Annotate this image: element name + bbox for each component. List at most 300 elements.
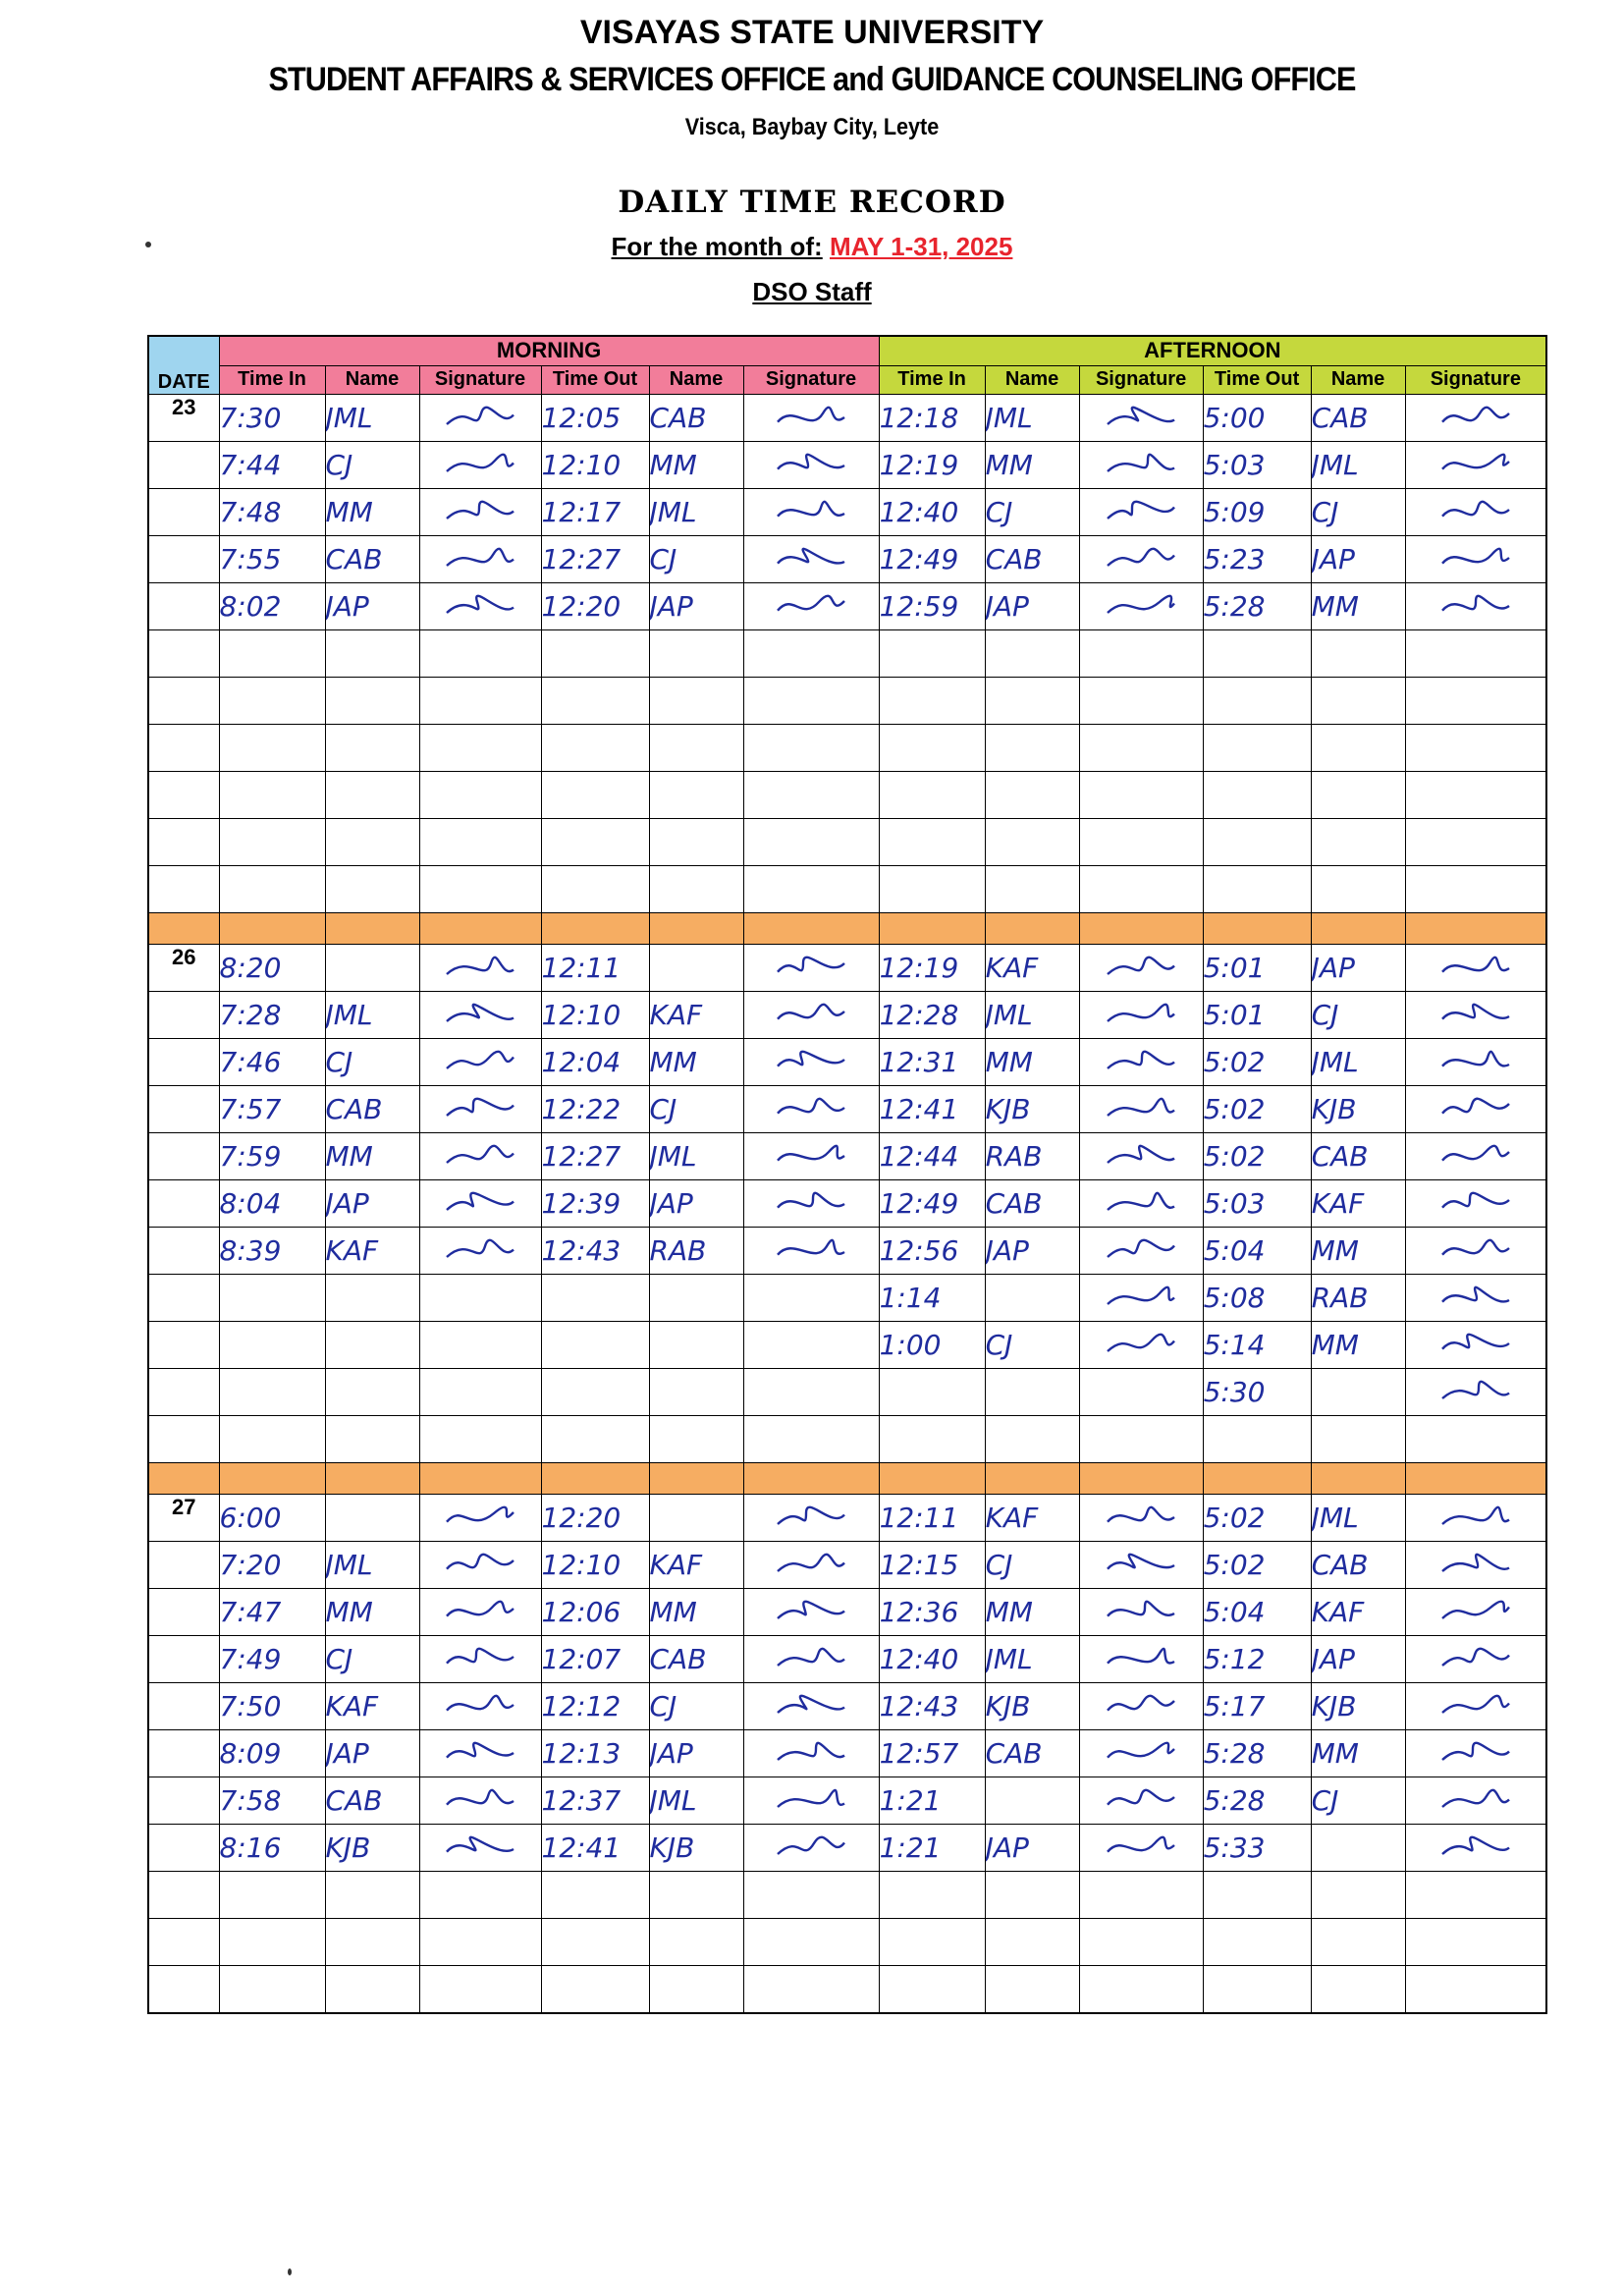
time-cell: 7:47 [219,1589,325,1636]
divider-cell [985,1463,1079,1495]
time-cell: 12:40 [879,1636,985,1683]
table-row [148,1730,1546,1777]
name-cell: JML [1311,442,1405,489]
signature-scribble [441,1782,519,1820]
col-header: Name [1311,365,1405,395]
name-cell [985,630,1079,678]
signature-cell [1405,1542,1546,1589]
name-cell [985,1777,1079,1825]
signature-scribble [441,447,519,484]
signature-cell [1079,678,1203,725]
signature-cell [743,1180,879,1228]
date-cell [148,1180,219,1228]
signature-scribble [772,1138,850,1175]
signature-scribble [441,1547,519,1584]
signature-cell [1405,1039,1546,1086]
signature-cell [419,1777,541,1825]
time-cell: 7:30 [219,395,325,442]
time-cell: 1:21 [879,1777,985,1825]
time-cell: 5:02 [1203,1039,1311,1086]
name-cell: JAP [1311,945,1405,992]
signature-cell [743,1872,879,1919]
divider-cell [985,913,1079,945]
signature-scribble [1436,1327,1515,1364]
signature-cell [419,1039,541,1086]
signature-cell [743,1777,879,1825]
time-cell: 12:41 [879,1086,985,1133]
name-cell [649,772,743,819]
name-cell: CJ [985,1322,1079,1369]
time-cell: 12:13 [541,1730,649,1777]
signature-cell [419,945,541,992]
name-cell: JML [1311,1495,1405,1542]
name-cell [1311,866,1405,913]
time-cell: 12:44 [879,1133,985,1180]
time-cell [541,725,649,772]
signature-cell [1405,1872,1546,1919]
signature-cell [1405,819,1546,866]
name-cell: JML [1311,1039,1405,1086]
signature-scribble [1102,541,1180,578]
name-cell: RAB [1311,1275,1405,1322]
signature-cell [743,725,879,772]
signature-cell [1405,678,1546,725]
name-cell [649,725,743,772]
signature-cell [1079,1542,1203,1589]
signature-scribble [1436,494,1515,531]
time-cell [879,1872,985,1919]
table-row [148,630,1546,678]
signature-scribble [1436,1830,1515,1867]
time-cell: 12:15 [879,1542,985,1589]
signature-cell [1079,819,1203,866]
time-cell [879,866,985,913]
date-cell [148,1228,219,1275]
signature-cell [419,992,541,1039]
signature-scribble [1102,1185,1180,1223]
name-cell: JAP [985,1228,1079,1275]
time-cell: 12:43 [541,1228,649,1275]
date-cell [148,1730,219,1777]
divider-cell [219,1463,325,1495]
name-cell [985,866,1079,913]
name-cell: RAB [649,1228,743,1275]
time-cell: 12:49 [879,1180,985,1228]
signature-cell [1405,630,1546,678]
signature-cell [1405,536,1546,583]
name-cell: JML [985,395,1079,442]
time-cell: 12:28 [879,992,985,1039]
signature-cell [1079,1228,1203,1275]
signature-cell [743,395,879,442]
divider-cell [743,913,879,945]
signature-cell [1079,1589,1203,1636]
signature-cell [419,630,541,678]
name-cell [325,630,419,678]
time-cell: 12:06 [541,1589,649,1636]
signature-scribble [772,1688,850,1725]
divider-cell [1405,913,1546,945]
signature-scribble [772,1044,850,1081]
time-cell [1203,725,1311,772]
divider-cell [1311,913,1405,945]
name-cell: JAP [325,1180,419,1228]
divider-cell [1079,913,1203,945]
table-row [148,1872,1546,1919]
col-header: Name [649,365,743,395]
signature-cell [419,1275,541,1322]
time-cell: 8:04 [219,1180,325,1228]
signature-scribble [1102,1327,1180,1364]
signature-cell [1405,1966,1546,2014]
signature-cell [1079,1086,1203,1133]
signature-cell [1405,395,1546,442]
name-cell: JML [649,1777,743,1825]
name-cell [325,819,419,866]
date-cell [148,772,219,819]
signature-scribble [1436,1374,1515,1411]
signature-cell [419,1228,541,1275]
time-cell [1203,1919,1311,1966]
signature-scribble [1436,997,1515,1034]
date-cell [148,1636,219,1683]
table-row [148,772,1546,819]
time-cell: 12:56 [879,1228,985,1275]
time-cell [879,678,985,725]
signature-cell [743,536,879,583]
signature-cell [1405,1730,1546,1777]
divider-cell [1203,913,1311,945]
signature-cell [1405,442,1546,489]
signature-cell [1079,536,1203,583]
signature-scribble [441,541,519,578]
signature-scribble [1102,1594,1180,1631]
signature-scribble [772,1735,850,1773]
table-row [148,866,1546,913]
signature-cell [419,1589,541,1636]
signature-scribble [1436,1782,1515,1820]
divider-cell [1311,1463,1405,1495]
name-cell [1311,772,1405,819]
name-cell [325,678,419,725]
name-cell [325,772,419,819]
name-cell: JAP [1311,536,1405,583]
name-cell [985,1966,1079,2014]
time-cell: 12:27 [541,536,649,583]
signature-cell [419,536,541,583]
time-cell [541,1275,649,1322]
morning-header: MORNING [219,336,879,365]
name-cell: CJ [325,1039,419,1086]
table-row [148,1542,1546,1589]
signature-scribble [1102,400,1180,437]
date-cell [148,1683,219,1730]
name-cell [985,1369,1079,1416]
record-title: DAILY TIME RECORD [618,185,1006,220]
table-row [148,945,1546,992]
name-cell [1311,1825,1405,1872]
time-cell: 7:20 [219,1542,325,1589]
signature-cell [419,1872,541,1919]
time-cell: 8:39 [219,1228,325,1275]
time-cell: 5:30 [1203,1369,1311,1416]
signature-scribble [1436,950,1515,987]
date-cell [148,1275,219,1322]
time-cell [541,1919,649,1966]
time-cell [541,819,649,866]
signature-cell [1079,1322,1203,1369]
signature-cell [743,1275,879,1322]
table-row [148,1180,1546,1228]
signature-cell [1079,945,1203,992]
name-cell [1311,725,1405,772]
table-row [148,1683,1546,1730]
name-cell [985,819,1079,866]
university-name: VISAYAS STATE UNIVERSITY [579,14,1045,51]
name-cell [985,678,1079,725]
signature-scribble [1436,541,1515,578]
signature-scribble [772,1547,850,1584]
signature-cell [1079,866,1203,913]
signature-scribble [441,1091,519,1128]
signature-scribble [772,1641,850,1678]
signature-cell [743,1322,879,1369]
signature-cell [419,395,541,442]
time-cell: 5:08 [1203,1275,1311,1322]
name-cell [1311,1919,1405,1966]
name-cell [985,725,1079,772]
signature-cell [419,1542,541,1589]
name-cell: CAB [649,1636,743,1683]
signature-scribble [1102,1500,1180,1537]
signature-cell [419,678,541,725]
month-label: For the month of: [611,232,823,261]
col-header: Signature [743,365,879,395]
signature-scribble [441,950,519,987]
signature-scribble [1102,447,1180,484]
name-cell [325,1919,419,1966]
time-cell: 7:57 [219,1086,325,1133]
time-cell: 12:39 [541,1180,649,1228]
name-cell: MM [325,1133,419,1180]
signature-cell [1079,1495,1203,1542]
table-row [148,725,1546,772]
table-row [148,1636,1546,1683]
table-row [148,1228,1546,1275]
address: Visca, Baybay City, Leyte [684,114,940,140]
name-cell: JAP [985,1825,1079,1872]
date-cell [148,489,219,536]
name-cell [325,1495,419,1542]
signature-cell [1079,1730,1203,1777]
name-cell: CAB [325,1777,419,1825]
signature-scribble [1102,1735,1180,1773]
signature-scribble [1436,1280,1515,1317]
signature-cell [419,1369,541,1416]
signature-cell [1079,1369,1203,1416]
time-cell: 12:41 [541,1825,649,1872]
signature-cell [1405,1086,1546,1133]
signature-cell [1079,1825,1203,1872]
signature-cell [1079,1275,1203,1322]
signature-cell [743,1495,879,1542]
name-cell: CJ [325,1636,419,1683]
time-cell: 12:19 [879,945,985,992]
table-row [148,1825,1546,1872]
divider-cell [879,1463,985,1495]
name-cell [325,866,419,913]
time-cell [219,1872,325,1919]
time-cell [879,1416,985,1463]
name-cell [325,1416,419,1463]
signature-scribble [772,1091,850,1128]
signature-cell [419,442,541,489]
signature-scribble [1102,1641,1180,1678]
signature-scribble [772,950,850,987]
time-cell: 7:44 [219,442,325,489]
time-cell [541,1369,649,1416]
time-record-body [148,395,1546,2014]
divider-cell [1203,1463,1311,1495]
date-cell [148,866,219,913]
time-cell [879,630,985,678]
time-cell: 12:19 [879,442,985,489]
divider-cell [419,913,541,945]
signature-scribble [441,997,519,1034]
name-cell: CAB [325,536,419,583]
time-cell: 5:03 [1203,1180,1311,1228]
name-cell [325,725,419,772]
signature-cell [1405,1589,1546,1636]
signature-cell [743,1825,879,1872]
name-cell [985,1919,1079,1966]
signature-scribble [1102,1688,1180,1725]
time-cell [219,1966,325,2014]
name-cell: JML [325,992,419,1039]
time-cell: 5:01 [1203,992,1311,1039]
signature-scribble [772,400,850,437]
divider-cell [541,1463,649,1495]
time-cell: 12:05 [541,395,649,442]
time-record-table [147,335,1547,2014]
time-cell: 7:49 [219,1636,325,1683]
signature-scribble [441,494,519,531]
signature-scribble [1102,1547,1180,1584]
name-cell [985,1275,1079,1322]
time-cell [879,1919,985,1966]
name-cell: JML [325,1542,419,1589]
time-cell: 5:17 [1203,1683,1311,1730]
signature-scribble [772,494,850,531]
signature-cell [1405,945,1546,992]
table-row [148,1495,1546,1542]
signature-scribble [1102,588,1180,626]
table-row [148,1919,1546,1966]
name-cell: JML [649,489,743,536]
name-cell: MM [649,1589,743,1636]
signature-scribble [441,1594,519,1631]
name-cell: CAB [985,1730,1079,1777]
time-cell: 12:40 [879,489,985,536]
name-cell [985,1416,1079,1463]
signature-cell [743,772,879,819]
signature-cell [1405,1369,1546,1416]
time-cell: 5:02 [1203,1495,1311,1542]
time-cell: 5:09 [1203,489,1311,536]
signature-cell [1079,1416,1203,1463]
name-cell [1311,1872,1405,1919]
divider-cell [219,913,325,945]
name-cell: KJB [649,1825,743,1872]
name-cell: CJ [1311,1777,1405,1825]
signature-cell [419,1086,541,1133]
date-cell [148,583,219,630]
name-cell: JAP [325,583,419,630]
time-cell: 5:04 [1203,1228,1311,1275]
time-cell: 12:10 [541,1542,649,1589]
signature-scribble [1436,1185,1515,1223]
signature-scribble [1436,1547,1515,1584]
staff-label: DSO Staff [752,277,872,306]
name-cell: CJ [649,536,743,583]
signature-cell [1405,1683,1546,1730]
table-row [148,1086,1546,1133]
table-row [148,1966,1546,2014]
signature-cell [1405,866,1546,913]
time-cell [219,819,325,866]
time-cell: 1:14 [879,1275,985,1322]
signature-scribble [1102,494,1180,531]
date-cell [148,1872,219,1919]
time-cell: 12:17 [541,489,649,536]
time-cell: 5:33 [1203,1825,1311,1872]
time-cell [219,1416,325,1463]
signature-scribble [1102,1782,1180,1820]
signature-scribble [441,400,519,437]
signature-cell [1079,630,1203,678]
time-cell: 12:20 [541,583,649,630]
name-cell: KJB [1311,1086,1405,1133]
name-cell: KJB [1311,1683,1405,1730]
signature-cell [1405,1495,1546,1542]
signature-cell [419,772,541,819]
date-cell [148,725,219,772]
name-cell: MM [985,442,1079,489]
signature-scribble [772,1500,850,1537]
signature-scribble [772,447,850,484]
signature-cell [743,1589,879,1636]
name-cell: CAB [985,1180,1079,1228]
signature-cell [1079,1180,1203,1228]
month-value: MAY 1-31, 2025 [829,232,1013,261]
date-cell: 23 [148,395,219,442]
signature-cell [743,1966,879,2014]
name-cell: KAF [1311,1589,1405,1636]
time-cell: 5:04 [1203,1589,1311,1636]
col-header: Signature [1079,365,1203,395]
time-cell: 12:07 [541,1636,649,1683]
table-row [148,1369,1546,1416]
name-cell: KAF [1311,1180,1405,1228]
time-cell: 12:04 [541,1039,649,1086]
name-cell [1311,678,1405,725]
name-cell [1311,1966,1405,2014]
date-header: DATE [148,336,219,395]
divider-cell [743,1463,879,1495]
time-cell: 5:01 [1203,945,1311,992]
signature-cell [1405,992,1546,1039]
name-cell: MM [1311,1322,1405,1369]
